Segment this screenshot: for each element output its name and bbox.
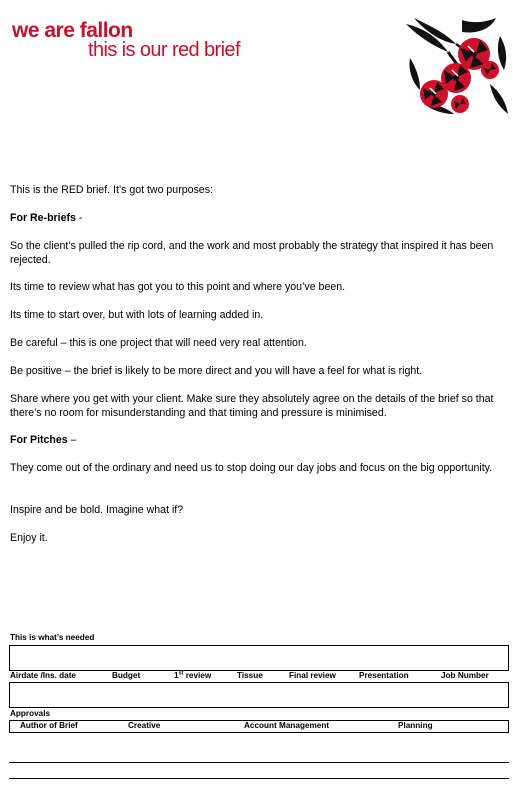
brand-title: we are fallon xyxy=(12,19,133,42)
author-of-brief-header: Author of Brief xyxy=(20,721,78,730)
needed-field[interactable] xyxy=(9,645,509,671)
schedule-field[interactable] xyxy=(9,682,509,708)
presentation-label: Presentation xyxy=(359,671,409,680)
rebriefs-paragraph-2: Its time to review what has got you to this point and where you’ve been. xyxy=(10,281,346,293)
first-review-label xyxy=(174,671,211,681)
pitches-paragraph-3: Enjoy it. xyxy=(10,532,48,544)
planning-header: Planning xyxy=(398,721,433,730)
first-review-text: review xyxy=(183,671,212,680)
job-number-label: Job Number xyxy=(441,671,489,680)
pitches-paragraph-2: Inspire and be bold. Imagine what if? xyxy=(10,504,184,516)
first-review-number: 1 xyxy=(174,671,179,680)
budget-label: Budget xyxy=(112,671,141,680)
pitches-heading xyxy=(10,433,508,447)
needed-label: This is what’s needed xyxy=(10,633,95,642)
rebriefs-heading-label: For Re-briefs xyxy=(10,212,76,224)
airdate-label: Airdate /Ins. date xyxy=(10,671,76,680)
pitches-paragraph-1: They come out of the ordinary and need us to stop doing our day jobs and focus on the big opportunity. xyxy=(10,462,493,474)
approvals-label: Approvals xyxy=(10,709,51,718)
red-flower-illustration-icon xyxy=(404,18,508,124)
tissue-label: Tissue xyxy=(237,671,263,680)
creative-header: Creative xyxy=(128,721,161,730)
rebriefs-heading xyxy=(10,211,508,225)
first-review-suffix: st xyxy=(178,670,184,677)
approvals-bottom-border xyxy=(9,778,508,779)
approvals-date-row[interactable] xyxy=(9,763,509,778)
rebriefs-paragraph-1: So the client’s pulled the rip cord, and the work and most probably the strategy that inspired it has been rejected. xyxy=(10,240,494,266)
rebriefs-heading-dash: - xyxy=(75,212,83,224)
rebriefs-paragraph-5: Be positive – the brief is likely to be more direct and you will have a feel for what is right. xyxy=(10,365,423,377)
pitches-heading-label: For Pitches xyxy=(10,434,68,446)
brand-subtitle: this is our red brief xyxy=(88,39,240,61)
pitches-heading-dash: – xyxy=(67,434,77,446)
rebriefs-paragraph-3: Its time to start over, but with lots of learning added in. xyxy=(10,309,264,321)
account-management-header: Account Management xyxy=(244,721,330,730)
final-review-label: Final review xyxy=(289,671,336,680)
approvals-signature-row[interactable] xyxy=(9,733,509,762)
rebriefs-paragraph-4: Be careful – this is one project that will need very real attention. xyxy=(10,337,307,349)
rebriefs-paragraph-6: Share where you get with your client. Make sure they absolutely agree on the details of the brief so that there’s no room for misunderstanding and that timing and pressure is minimised. xyxy=(10,393,494,419)
intro-text: This is the RED brief. It’s got two purposes: xyxy=(10,184,213,196)
